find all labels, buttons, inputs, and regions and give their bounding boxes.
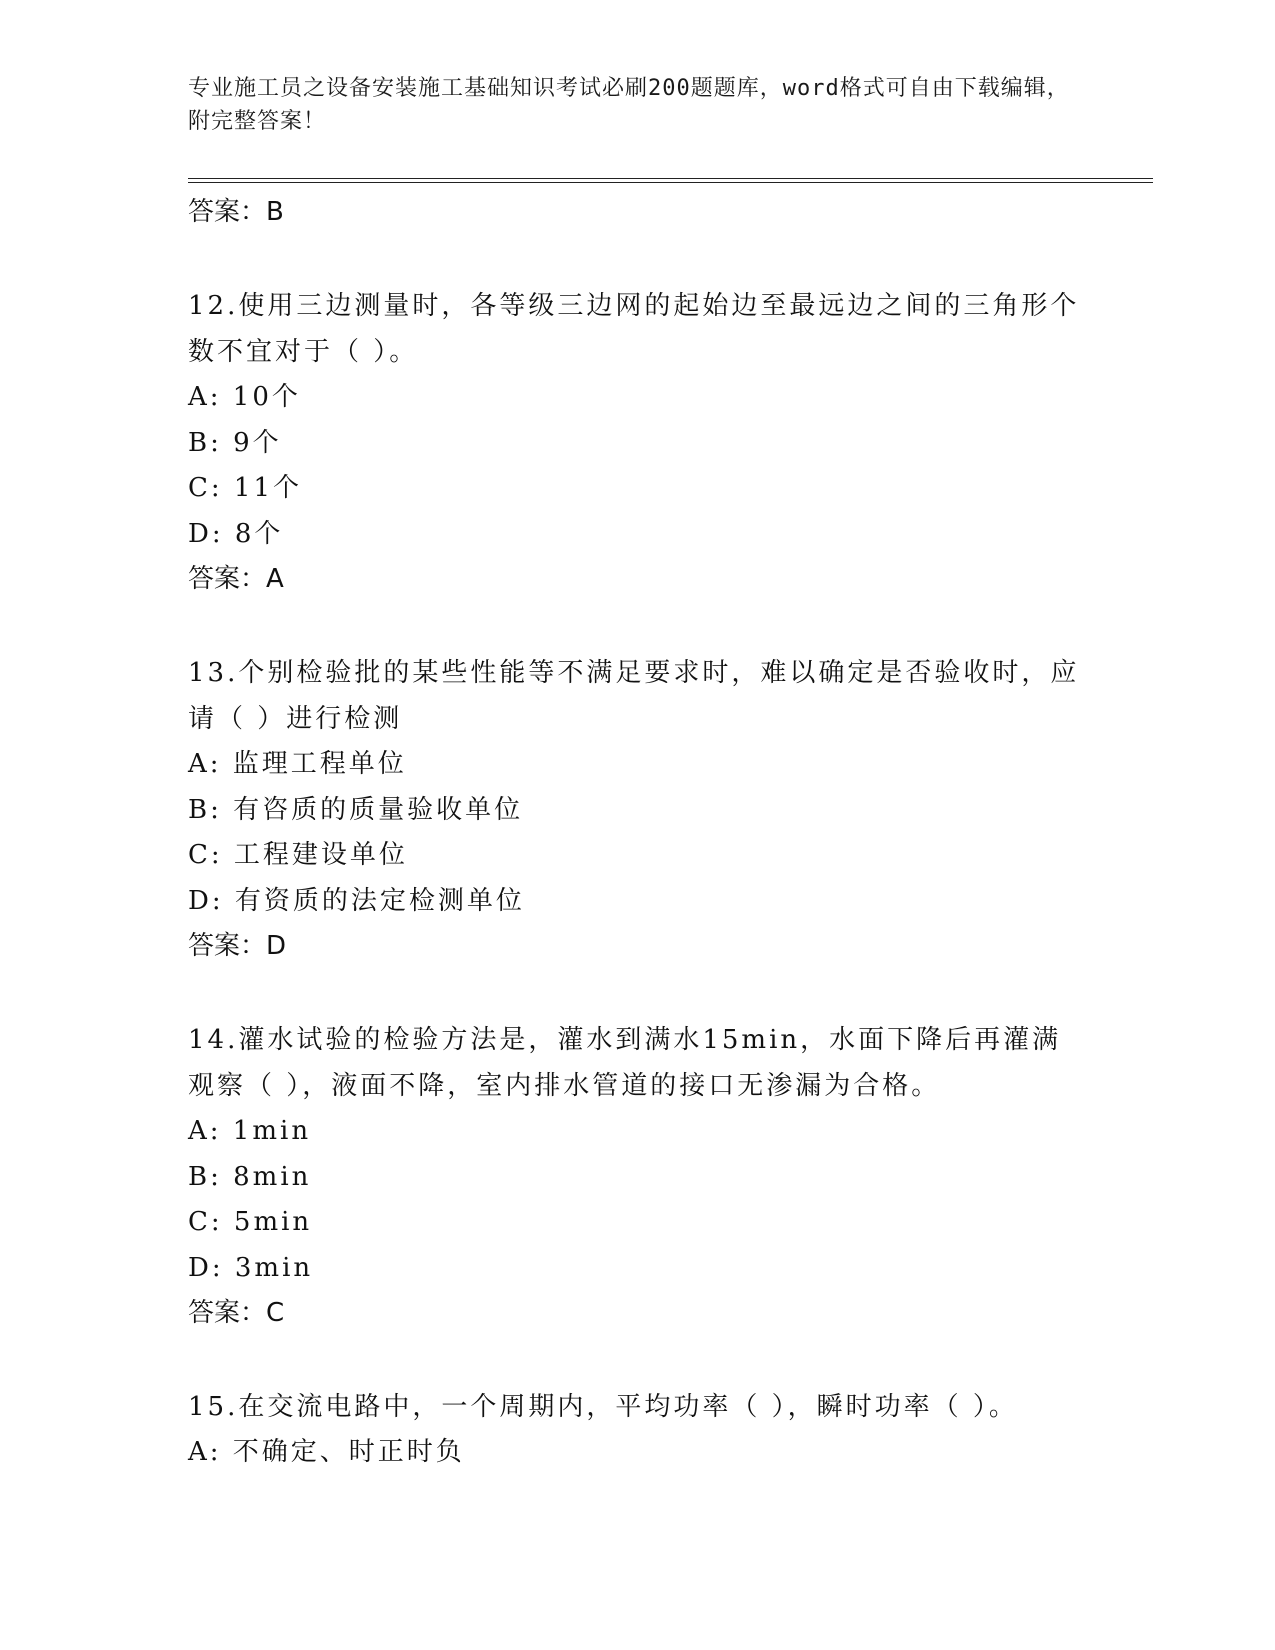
option-a: A: 监理工程单位: [188, 749, 407, 779]
question-text: 12.使用三边测量时，各等级三边网的起始边至最远边之间的三角形个数不宜对于（ ）。: [188, 291, 1080, 367]
question-block: [188, 1384, 1088, 1476]
answer-line: 答案：B: [188, 197, 284, 227]
option-b: B: 有咨质的质量验收单位: [188, 794, 524, 825]
question-block: [188, 283, 1088, 601]
question-list: [188, 190, 1088, 1476]
question-text: 13.个别检验批的某些性能等不满足要求时，难以确定是否验收时，应请（ ）进行检测: [188, 658, 1080, 734]
question-text: 15.在交流电路中，一个周期内，平均功率（ ），瞬时功率（ ）。: [188, 1392, 1018, 1422]
answer-line: 答案：A: [188, 564, 284, 594]
option-b: B: 9个: [188, 427, 282, 458]
document-header: 专业施工员之设备安装施工基础知识考试必刷200题题库，word格式可自由下载编辑，附完整答案！: [188, 76, 1070, 134]
option-c: C: 工程建设单位: [188, 840, 408, 870]
option-a: A: 10个: [188, 382, 301, 412]
header-divider-bottom: [188, 182, 1153, 183]
option-c: C: 11个: [188, 473, 303, 503]
header-divider-top: [188, 178, 1153, 179]
option-d: D: 8个: [188, 518, 284, 549]
option-a: A: 不确定、时正时负: [188, 1437, 465, 1467]
option-d: D: 有资质的法定检测单位: [188, 885, 525, 916]
option-a: A: 1min: [188, 1116, 312, 1146]
option-d: D: 3min: [188, 1252, 314, 1283]
question-block: [188, 650, 1088, 968]
option-b: B: 8min: [188, 1161, 312, 1192]
answer-line: 答案：D: [188, 931, 287, 961]
answer-line: 答案：C: [188, 1298, 285, 1328]
question-text: 14.灌水试验的检验方法是，灌水到满水15min，水面下降后再灌满观察（ ），液面不降，室内排水管道的接口无渗漏为合格。: [188, 1025, 1062, 1101]
question-block: [188, 1017, 1088, 1335]
option-c: C: 5min: [188, 1207, 313, 1237]
